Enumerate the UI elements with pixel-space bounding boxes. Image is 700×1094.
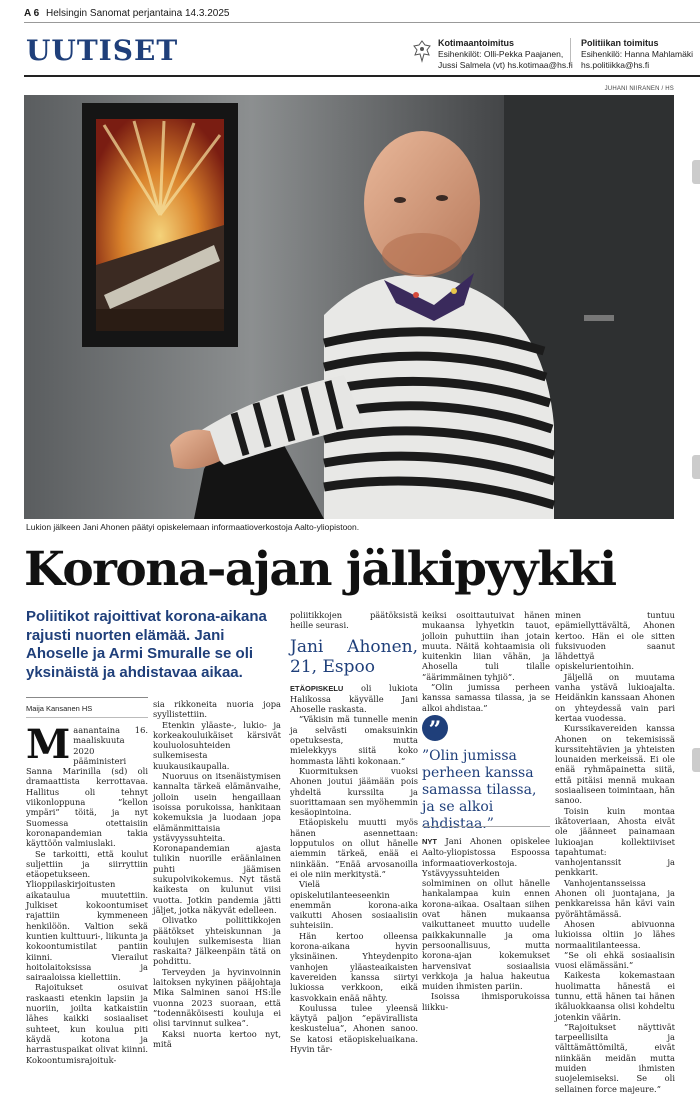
subhead-label: NYT bbox=[422, 837, 437, 846]
paragraph: Kurssikavereiden kanssa Ahonen on tekemisissä kurssitehtävien ja yhteisten lounaiden merkeissä. Ei ole enää ryhmäpainetta siitä, että pitäisi mennä mukaan sosiaaliseen toimintaan, hän sanoo. bbox=[555, 723, 675, 806]
page-header bbox=[24, 8, 229, 19]
body-column-2 bbox=[153, 699, 281, 1049]
dateline: Helsingin Sanomat perjantaina 14.3.2025 bbox=[45, 8, 230, 19]
section-title: UUTISET bbox=[26, 34, 179, 67]
editor-line: Esihenkilöt: Olli-Pekka Paajanen, bbox=[438, 49, 564, 59]
byline: Maija Kansanen HS bbox=[26, 704, 93, 713]
editor-heading: Kotimaantoimitus bbox=[438, 38, 515, 48]
paragraph bbox=[26, 721, 148, 849]
paragraph: Jäljellä on muutama vanha ystävä lukioajalta. Heidänkin kanssaan Ahonen on yhteydessä vain pari kertaa vuodessa. bbox=[555, 671, 675, 723]
paragraph-text: oli lukiota Halikossa käyvälle Jani Ahoselle raskasta. bbox=[290, 682, 418, 715]
paragraph: ”Olin jumissa perheen kanssa samassa tilassa, ja se alkoi ahdistaa.” bbox=[422, 682, 550, 713]
paragraph: Terveyden ja hyvinvoinnin laitoksen nykyinen pääjohtaja Mika Salminen sanoi HS:lle vuonna 2023 suoraan, että ”todennäköisesti kouluja ei olisi tarvinnut sulkea”. bbox=[153, 966, 281, 1029]
pull-quote: ”Olin jumissa perheen kanssa samassa tilassa, ja se alkoi ahdistaa.” bbox=[422, 748, 537, 832]
page-edge-marker bbox=[692, 160, 700, 184]
paragraph: Kaikesta kokemastaan huolimatta hänestä ei tunnu, että hänen tai hänen ikäluokkaansa olisi kohdeltu jotenkin väärin. bbox=[555, 970, 675, 1022]
paragraph: Hän kertoo olleensa korona-aikana hyvin yksinäinen. Yhteydenpito vanhojen yläasteaikaisten kavereiden kanssa siirtyi lukiossa verkkoon, eikä kasvokkain enää nähty. bbox=[290, 930, 418, 1003]
paragraph: Etenkin yläaste-, lukio- ja korkeakouluikäiset kärsivät kouluolosuhteiden sulkemisesta kuukausikaupalla. bbox=[153, 719, 281, 771]
paragraph-text: Jani Ahonen opiskelee Aalto-yliopistossa Espoossa informaatioverkostoja. Ystävyyssuhteiden solmiminen on ollut hänelle hankalampaa kuin ennen korona-aikaa. Osaltaan siihen ovat hänen mukaansa vaikuttaneet muutto uudelle paikkakunnalle ja oma persoonallisuus, mutta korona-ajan kokemukset harvensivat sosiaalisia verkkoja ja halua hakeutua muiden ihmisten pariin. bbox=[422, 836, 550, 992]
portrait-photo bbox=[24, 95, 674, 519]
editor-line: hs.politiikka@hs.fi bbox=[581, 60, 650, 70]
body-column-3 bbox=[290, 610, 418, 1054]
photo-credit: JUHANI NIIRANEN / HS bbox=[604, 86, 674, 92]
body-column-4-continued bbox=[422, 836, 550, 1012]
divider bbox=[26, 697, 148, 698]
paragraph-text: aanantaina 16. maaliskuuta 2020 pääministeri Sanna Marinilla (sd) oli dramaattista kerrottavaa. Hallitus oli tehnyt viikonloppuna ”kellon ympäri” töitä, ja nyt Suomessa otettaisiin koronapandemian takia käyttöön valmiuslaki. bbox=[26, 725, 148, 849]
page-edge-marker bbox=[692, 455, 700, 479]
paragraph: keiksi osoittautuivat hänen mukaansa lyhyetkin tauot, jolloin puhuttiin ihan jotain muuta. Näitä kohtaamisia oli kuitenkin liian vähän, ja Ahosella tuli tilalle ”äärimmäinen tyhjiö”. bbox=[422, 610, 550, 682]
paragraph: minen tuntuu epämiellyttävältä, Ahonen kertoo. Hän ei ole sitten fuksivuoden saanut lähdettyä opiskelurientoihin. bbox=[555, 610, 675, 672]
paragraph: ”Väkisin mä tunnelle menin ja selvästi omaksuinkin opetuksesta, mutta mielekkyys siitä koko hommasta lähti kokonaan.” bbox=[290, 714, 418, 766]
header-rule bbox=[24, 22, 700, 23]
article-lead: Poliitikot rajoittivat korona-aikana rajusti nuorten elämää. Jani Ahoselle ja Armi Smuralle se oli yksinäistä ja ahdistavaa aikaa. bbox=[26, 608, 267, 681]
paragraph: Olivatko poliittikkojen päätökset yhteiskunnan ja koulujen sulkemisesta liian raskaita? Jälkeenpäin tätä on pohdittu. bbox=[153, 915, 281, 967]
subhead-label: ETÄOPISKELU bbox=[290, 683, 344, 693]
editor-heading: Politiikan toimitus bbox=[581, 38, 659, 48]
divider bbox=[570, 38, 571, 66]
editor-line: Esihenkilö: Hanna Mahlamäki bbox=[581, 49, 693, 59]
paragraph: Nuoruus on itsenäistymisen kannalta tärkeä elämänvaihe, jolloin usein hengaillaan isoissa porukoissa, hankitaan kokemuksia ja luodaan jopa elämänmittaisia ystävyyssuhteita. Koronapandemian ajasta tulikin nuorille eräänlainen puhti jäämisen sukupolvikokemus. Nyt tästä kaikesta on kulunut viisi vuotta. Jotkin pandemia jätti jäljet, jotka näkyvät edelleen. bbox=[153, 771, 281, 915]
paragraph: Isoissa ihmisporukoissa liikku- bbox=[422, 991, 550, 1012]
paragraph: ”Se oli ehkä sosiaalisin vuosi elämässäni.” bbox=[555, 949, 675, 971]
quote-mark-icon: ” bbox=[422, 715, 448, 741]
paragraph: Vielä opiskelutilanteeseenkin enemmän korona-aika vaikutti Ahosen sosiaalisiin suhteisiin. bbox=[290, 879, 418, 931]
page-edge-marker bbox=[692, 748, 700, 772]
paragraph: poliitikkojen päätöksistä heille seurasi. bbox=[290, 610, 418, 631]
editor-line: Jussi Salmela (vt) hs.kotimaa@hs.fi bbox=[438, 60, 573, 70]
profile-heading: Jani Ahonen, 21, Espoo bbox=[290, 636, 418, 677]
lion-emblem-icon bbox=[412, 40, 432, 62]
body-column-5 bbox=[555, 610, 675, 1094]
divider bbox=[26, 717, 148, 718]
paragraph: Kaksi nuorta kertoo nyt, mitä bbox=[153, 1028, 281, 1049]
editor-info-domestic bbox=[438, 38, 573, 71]
divider bbox=[422, 826, 550, 827]
drop-cap: M bbox=[26, 721, 71, 768]
paragraph: Kuormituksen vuoksi Ahonen joutui jäämään pois yhdeltä kurssilta ja suorittamaan sen myöhemmin kesäopintoina. bbox=[290, 765, 418, 818]
paragraph bbox=[422, 836, 550, 991]
paragraph: Ahosen abivuonna lukioissa oltiin jo lähes normaalitilanteessa. bbox=[555, 918, 675, 950]
paragraph: ”Rajoitukset näyttivät tarpeellisilta ja välttämättömiltä, eivät niinkään meidän mutta muiden ihmisten suojelemiseksi. Se oli sellainen force majeure.” bbox=[555, 1021, 675, 1094]
page-number: A 6 bbox=[24, 8, 40, 19]
paragraph: Vanhojentansseissa Ahonen oli juontajana, ja penkkareissa hän kävi vain pyörähtämässä. bbox=[555, 877, 675, 919]
paragraph: Koulussa tulee yleensä käytyä paljon ”epävirallista keskustelua”, Ahonen sanoo. Se katosi etäopiskeluaikana. Hyvin tär- bbox=[290, 1002, 418, 1054]
paragraph: sia rikkoneita nuoria jopa syyllistettiin. bbox=[153, 699, 281, 720]
paragraph: Se tarkoitti, että koulut suljettiin ja siirryttiin etäopetukseen. Ylioppilaskirjoitusten aikataulua muutettiin. Julkiset kokoontumiset rajattiin kymmeneen henkilöön. Valtion sekä kuntien kulttuuri-, liikunta ja kokoontumistilat pantiin kiinni. Vierailut hoitolaitoksissa ja sairaaloissa kiellettiin. bbox=[26, 848, 148, 983]
body-column-4 bbox=[422, 610, 550, 713]
editor-info-politics bbox=[581, 38, 693, 71]
paragraph: Toisin kuin montaa ikätoveriaan, Ahosta eivät ole jäänneet painamaan lukioajan kollektiiviset tapahtumat: vanhojentanssit ja penkkarit. bbox=[555, 805, 675, 878]
body-column-1 bbox=[26, 721, 148, 1065]
paragraph bbox=[290, 683, 418, 715]
paragraph: Rajoitukset osuivat raskaasti etenkin lapsiin ja nuoriin, joilta katkaistiin lähes kaikki sosiaaliset suhteet, kun koulua piti käydä kotona ja harrastuspaikat olivat kiinni. Kokoontumisrajoituk- bbox=[26, 982, 148, 1065]
article-headline: Korona-ajan jälkipyykki bbox=[24, 542, 616, 597]
photo-caption: Lukion jälkeen Jani Ahonen päätyi opiskelemaan informaatioverkostoja Aalto-yliopistoon. bbox=[26, 522, 360, 532]
section-rule bbox=[24, 75, 700, 77]
paragraph: Etäopiskelu muutti myös hänen asennettaan: lopputulos on ollut hänelle aiemmin tärkeä, enää ei niinkään. ”Enää arvosanoilla ei ole niin merkitystä.” bbox=[290, 817, 418, 879]
